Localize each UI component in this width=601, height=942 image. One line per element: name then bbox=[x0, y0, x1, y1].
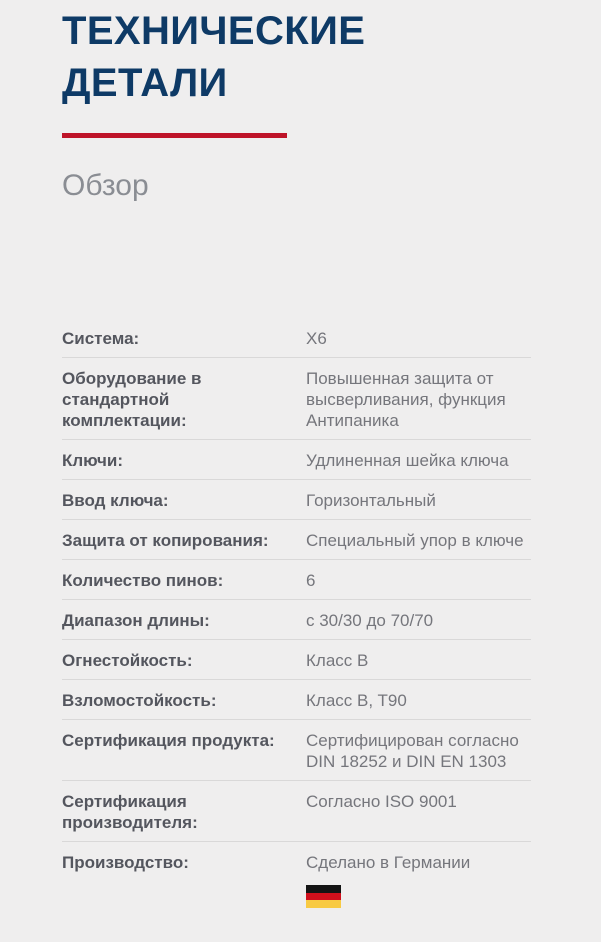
spec-value: Согласно ISO 9001 bbox=[306, 792, 457, 811]
spec-row bbox=[62, 600, 531, 640]
spec-value-wrap bbox=[306, 791, 531, 833]
spec-value: Сертифицирован согласно DIN 18252 и DIN EN 1303 bbox=[306, 731, 519, 771]
spec-label: Ключи: bbox=[62, 451, 124, 470]
spec-row bbox=[62, 720, 531, 781]
spec-value: Удлиненная шейка ключа bbox=[306, 451, 509, 470]
spec-row bbox=[62, 842, 531, 916]
red-divider bbox=[62, 133, 287, 138]
spec-row bbox=[62, 440, 531, 480]
spec-label: Сертификация продукта: bbox=[62, 731, 275, 750]
spec-label: Огнестойкость: bbox=[62, 651, 193, 670]
spec-value: с 30/30 до 70/70 bbox=[306, 611, 434, 630]
spec-value-wrap bbox=[306, 530, 531, 551]
spec-label: Сертификация производителя: bbox=[62, 792, 198, 832]
spec-value-wrap bbox=[306, 690, 531, 711]
spec-label: Защита от копирования: bbox=[62, 531, 269, 550]
flag-stripe bbox=[306, 885, 341, 893]
germany-flag-icon bbox=[306, 885, 341, 908]
spec-value: Специальный упор в ключе bbox=[306, 531, 524, 550]
section-subtitle: Обзор bbox=[62, 169, 149, 202]
spec-value-wrap bbox=[306, 450, 531, 471]
spec-value: Сделано в Германии bbox=[306, 853, 471, 872]
spec-row bbox=[62, 318, 531, 358]
spec-row bbox=[62, 358, 531, 440]
spec-value: Повышенная защита от высверливания, функция Антипаника bbox=[306, 369, 506, 430]
spec-value-wrap bbox=[306, 650, 531, 671]
spec-value: X6 bbox=[306, 329, 327, 348]
spec-value-wrap bbox=[306, 852, 531, 908]
spec-value-wrap bbox=[306, 368, 531, 431]
spec-label: Диапазон длины: bbox=[62, 611, 210, 630]
spec-value-wrap bbox=[306, 610, 531, 631]
flag-stripe bbox=[306, 900, 341, 908]
spec-value: Горизонтальный bbox=[306, 491, 436, 510]
spec-row bbox=[62, 520, 531, 560]
spec-row bbox=[62, 560, 531, 600]
spec-label: Производство: bbox=[62, 853, 189, 872]
spec-label: Оборудование в стандартной комплектации: bbox=[62, 369, 202, 430]
spec-row bbox=[62, 680, 531, 720]
spec-value-wrap bbox=[306, 490, 531, 511]
spec-value: Класс B bbox=[306, 651, 369, 670]
spec-row bbox=[62, 640, 531, 680]
spec-label: Ввод ключа: bbox=[62, 491, 169, 510]
spec-value: 6 bbox=[306, 571, 316, 590]
specs-table bbox=[62, 318, 531, 916]
flag-stripe bbox=[306, 893, 341, 901]
spec-row bbox=[62, 480, 531, 520]
spec-value: Класс B, T90 bbox=[306, 691, 407, 710]
spec-value-wrap bbox=[306, 328, 531, 349]
spec-value-wrap bbox=[306, 730, 531, 772]
spec-label: Система: bbox=[62, 329, 140, 348]
spec-label: Взломостойкость: bbox=[62, 691, 217, 710]
spec-row bbox=[62, 781, 531, 842]
spec-label: Количество пинов: bbox=[62, 571, 224, 590]
page-title: ТЕХНИЧЕСКИЕ ДЕТАЛИ bbox=[62, 9, 366, 105]
spec-value-wrap bbox=[306, 570, 531, 591]
